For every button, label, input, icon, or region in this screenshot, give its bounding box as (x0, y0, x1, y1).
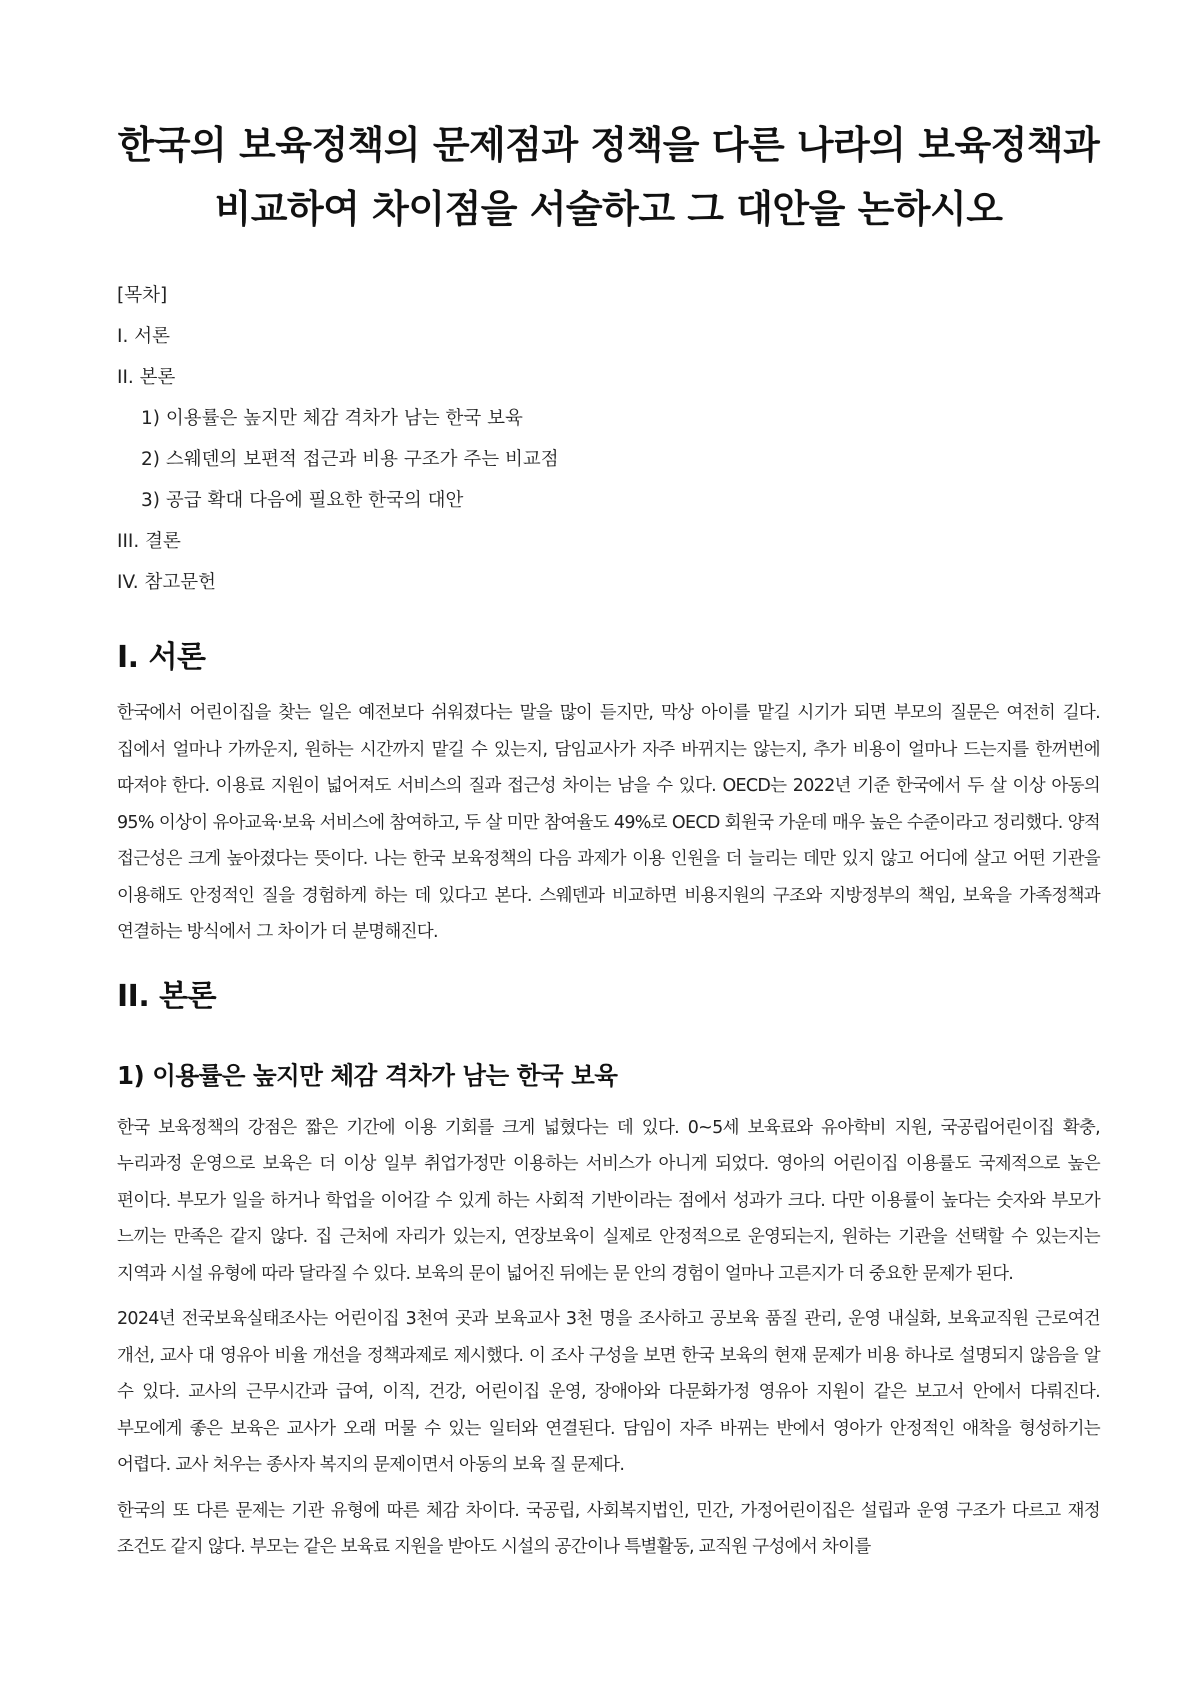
toc-item-introduction: I. 서론 (117, 326, 170, 347)
toc-item-references: IV. 참고문헌 (117, 572, 216, 593)
section-heading-main-body: II. 본론 (117, 978, 217, 1014)
subsection-1-paragraph-3: 한국의 또 다른 문제는 기관 유형에 따른 체감 차이다. 국공립, 사회복지법인, 민간, 가정어린이집은 설립과 운영 구조가 다르고 재정 조건도 같지 않다. 부모는 같은 보육료 지원을 받아도 시설의 공간이나 특별활동, 교직원 구성에서 차이를 (117, 1500, 1100, 1557)
subsection-1-paragraph-1: 한국 보육정책의 강점은 짧은 기간에 이용 기회를 크게 넓혔다는 데 있다. 0~5세 보육료와 유아학비 지원, 국공립어린이집 확충, 누리과정 운영으로 보육은 더 이상 일부 취업가정만 이용하는 서비스가 아니게 되었다. 영아의 어린이집 이용률도 국제적으로 높은 편이다. 부모가 일을 하거나 학업을 이어갈 수 있게 하는 사회적 기반이라는 점에서 성과가 크다. 다만 이용률이 높다는 숫자와 부모가 느끼는 만족은 같지 않다. 집 근처에 자리가 있는지, 연장보육이 실제로 안정적으로 운영되는지, 원하는 기관을 선택할 수 있는지는 지역과 시설 유형에 따라 달라질 수 있다. 보육의 문이 넓어진 뒤에는 문 안의 경험이 얼마나 고른지가 더 중요한 문제가 된다. (117, 1117, 1100, 1284)
toc-item-conclusion: III. 결론 (117, 531, 181, 552)
table-of-contents (117, 275, 1100, 603)
introduction-paragraph: 한국에서 어린이집을 찾는 일은 예전보다 쉬워졌다는 말을 많이 듣지만, 막상 아이를 맡길 시기가 되면 부모의 질문은 여전히 길다. 집에서 얼마나 가까운지, 원하는 시간까지 맡길 수 있는지, 담임교사가 자주 바뀌지는 않는지, 추가 비용이 얼마나 드는지를 한꺼번에 따져야 한다. 이용료 지원이 넓어져도 서비스의 질과 접근성 차이는 남을 수 있다. OECD는 2022년 기준 한국에서 두 살 이상 아동의 95% 이상이 유아교육·보육 서비스에 참여하고, 두 살 미만 참여율도 49%로 OECD 회원국 가운데 매우 높은 수준이라고 정리했다. 양적 접근성은 크게 높아졌다는 뜻이다. 나는 한국 보육정책의 다음 과제가 이용 인원을 더 늘리는 데만 있지 않고 어디에 살고 어떤 기관을 이용해도 안정적인 질을 경험하게 하는 데 있다고 본다. 스웨덴과 비교하면 비용지원의 구조와 지방정부의 책임, 보육을 가족정책과 연결하는 방식에서 그 차이가 더 분명해진다. (117, 703, 1100, 942)
subsection-heading-1: 1) 이용률은 높지만 체감 격차가 남는 한국 보육 (117, 1060, 618, 1090)
toc-item-main-body: II. 본론 (117, 367, 176, 388)
toc-heading: [목차] (117, 285, 168, 306)
section-heading-introduction: I. 서론 (117, 640, 206, 675)
toc-subitem-1: 1) 이용률은 높지만 체감 격차가 남는 한국 보육 (141, 408, 523, 429)
document-title: 한국의 보육정책의 문제점과 정책을 다른 나라의 보육정책과 비교하여 차이점을 서술하고 그 대안을 논하시오 (117, 123, 1100, 231)
subsection-1-paragraph-2: 2024년 전국보육실태조사는 어린이집 3천여 곳과 보육교사 3천 명을 조사하고 공보육 품질 관리, 운영 내실화, 보육교직원 근로여건 개선, 교사 대 영유아 비율 개선을 정책과제로 제시했다. 이 조사 구성을 보면 한국 보육의 현재 문제가 비용 하나로 설명되지 않음을 알 수 있다. 교사의 근무시간과 급여, 이직, 건강, 어린이집 운영, 장애아와 다문화가정 영유아 지원이 같은 보고서 안에서 다뤄진다. 부모에게 좋은 보육은 교사가 오래 머물 수 있는 일터와 연결된다. 담임이 자주 바뀌는 반에서 영아가 안정적인 애착을 형성하기는 어렵다. 교사 처우는 종사자 복지의 문제이면서 아동의 보육 질 문제다. (117, 1309, 1100, 1475)
toc-subitem-2: 2) 스웨덴의 보편적 접근과 비용 구조가 주는 비교점 (141, 449, 559, 470)
toc-subitem-3: 3) 공급 확대 다음에 필요한 한국의 대안 (141, 490, 464, 511)
